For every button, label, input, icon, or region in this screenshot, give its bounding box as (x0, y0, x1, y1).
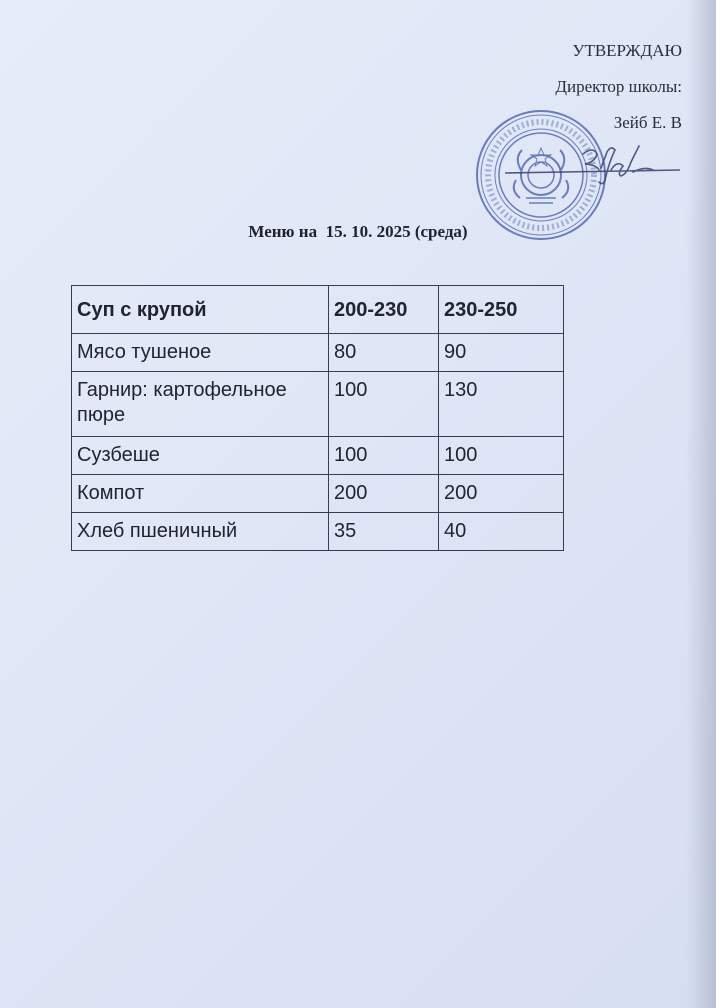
approval-name: Зейб Е. В (613, 113, 682, 132)
portion-large: 130 (439, 372, 564, 437)
approval-heading: УТВЕРЖДАЮ (572, 41, 682, 60)
portion-small: 35 (329, 513, 439, 551)
header-dish: Суп с крупой (72, 286, 329, 334)
menu-table (71, 285, 564, 551)
approval-position: Директор школы: (555, 77, 682, 96)
table-row (72, 334, 564, 372)
portion-large: 40 (439, 513, 564, 551)
dish-name: Мясо тушеное (72, 334, 329, 372)
table-row (72, 372, 564, 437)
header-portion-small: 200-230 (329, 286, 439, 334)
page-edge-shadow (686, 0, 716, 1008)
portion-large: 200 (439, 475, 564, 513)
dish-name: Хлеб пшеничный (72, 513, 329, 551)
portion-small: 100 (329, 437, 439, 475)
table-row (72, 475, 564, 513)
table-row (72, 437, 564, 475)
handwritten-signature-icon (505, 140, 680, 190)
header-portion-large: 230-250 (439, 286, 564, 334)
portion-large: 90 (439, 334, 564, 372)
portion-small: 100 (329, 372, 439, 437)
portion-small: 200 (329, 475, 439, 513)
menu-title: Меню на 15. 10. 2025 (среда) (248, 222, 468, 241)
dish-name: Гарнир: картофельное пюре (72, 372, 329, 437)
dish-name: Сузбеше (72, 437, 329, 475)
portion-small: 80 (329, 334, 439, 372)
table-row (72, 513, 564, 551)
dish-name: Компот (72, 475, 329, 513)
portion-large: 100 (439, 437, 564, 475)
table-header-row (72, 286, 564, 334)
